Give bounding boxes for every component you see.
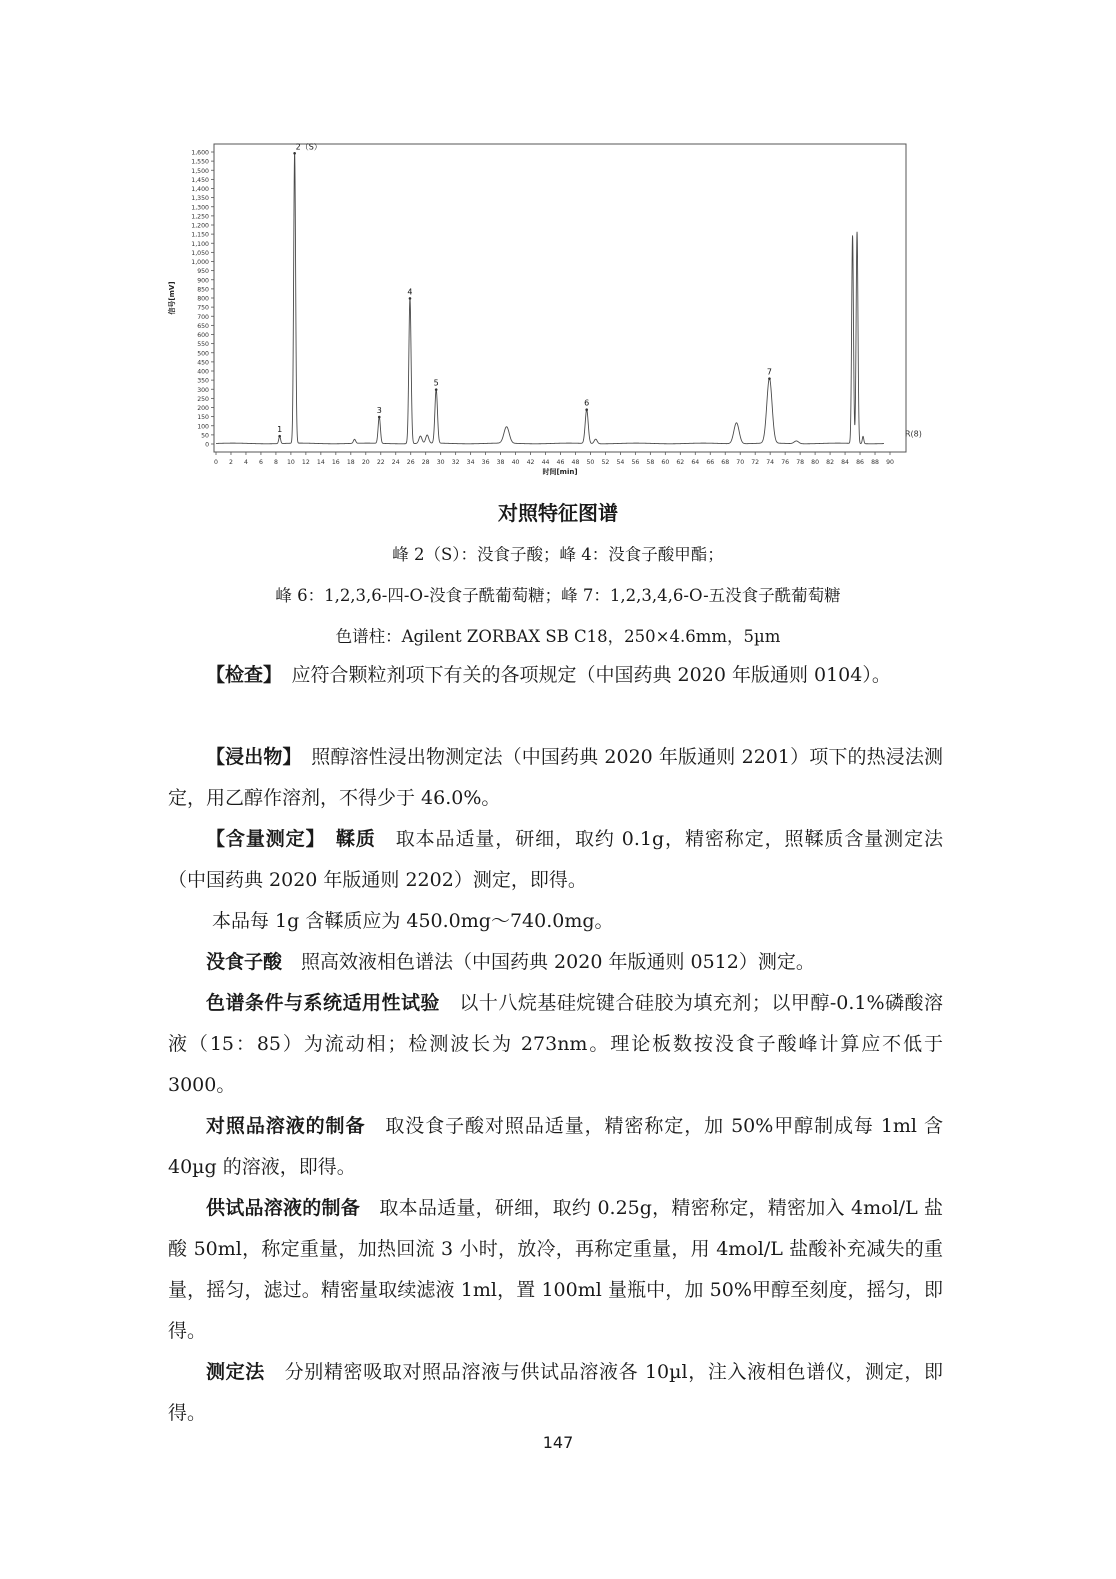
- x-tick-label: 58: [646, 459, 655, 466]
- x-tick-label: 50: [586, 459, 595, 466]
- x-tick-label: 76: [781, 459, 790, 466]
- x-tick-label: 46: [556, 459, 565, 466]
- x-tick-label: 42: [526, 459, 535, 466]
- plot-frame: [214, 144, 906, 452]
- figure-caption-line-2: 峰 6：1,2,3,6-四-O-没食子酰葡萄糖；峰 7：1,2,3,4,6-O-五没食子酰葡萄糖: [275, 586, 841, 605]
- x-tick-label: 72: [751, 459, 760, 466]
- y-tick-label: 100: [197, 423, 209, 431]
- chrom-conditions-paragraph: [168, 983, 943, 1106]
- y-tick-label: 1,250: [191, 213, 209, 221]
- x-tick-label: 6: [258, 459, 263, 466]
- x-tick-label: 40: [511, 459, 520, 466]
- y-tick-label: 350: [197, 377, 209, 385]
- y-tick-label: 1,300: [191, 204, 209, 212]
- y-tick-label: 1,450: [191, 176, 209, 184]
- peak-marker: [409, 297, 412, 300]
- chrom-conditions-heading: 色谱条件与系统适用性试验: [206, 992, 440, 1014]
- reference-solution-paragraph: [168, 1106, 943, 1188]
- x-tick-label: 48: [571, 459, 580, 466]
- y-tick-label: 750: [197, 304, 209, 312]
- x-tick-label: 70: [736, 459, 745, 466]
- x-tick-label: 8: [273, 459, 278, 466]
- x-tick-label: 16: [331, 459, 340, 466]
- y-tick-label: 1,150: [191, 231, 209, 239]
- y-tick-label: 950: [197, 268, 209, 276]
- x-tick-label: 28: [421, 459, 430, 466]
- peak-marker: [293, 152, 296, 155]
- peak-marker: [585, 408, 588, 411]
- x-tick-label: 80: [811, 459, 820, 466]
- x-tick-label: 30: [436, 459, 445, 466]
- peak-marker: [278, 435, 281, 438]
- peak-label: 3: [376, 405, 382, 415]
- y-tick-label: 900: [197, 277, 209, 285]
- x-tick-label: 82: [826, 459, 835, 466]
- x-tick-label: 56: [631, 459, 640, 466]
- extract-heading: 【浸出物】: [206, 746, 293, 768]
- y-tick-label: 1,550: [191, 158, 209, 166]
- figure-caption-line-1: 峰 2（S）：没食子酸；峰 4：没食子酸甲酯；: [392, 545, 724, 564]
- y-tick-label: 850: [197, 286, 209, 294]
- test-solution-paragraph: [168, 1188, 943, 1352]
- y-tick-label: 1,100: [191, 240, 209, 248]
- peak-label: 2（S）: [295, 142, 322, 152]
- series-label: R(8): [905, 429, 922, 439]
- peak-marker: [378, 416, 381, 419]
- method-paragraph: [168, 1352, 943, 1434]
- x-tick-label: 10: [286, 459, 295, 466]
- y-tick-label: 1,600: [191, 149, 209, 157]
- x-tick-label: 44: [541, 459, 550, 466]
- check-paragraph: [168, 655, 943, 696]
- x-tick-label: 20: [361, 459, 370, 466]
- x-tick-label: 68: [721, 459, 730, 466]
- check-heading: 【检查】: [206, 664, 273, 686]
- x-tick-label: 64: [691, 459, 700, 466]
- x-tick-label: 0: [214, 459, 218, 466]
- gallic-paragraph: [168, 942, 943, 983]
- y-tick-label: 150: [197, 414, 209, 422]
- y-tick-label: 1,050: [191, 249, 209, 257]
- x-tick-label: 26: [406, 459, 415, 466]
- x-tick-label: 66: [706, 459, 715, 466]
- test-solution-heading: 供试品溶液的制备: [206, 1197, 361, 1219]
- y-tick-label: 1,000: [191, 259, 209, 266]
- method-text: 分别精密吸取对照品溶液与供试品溶液各 10µl，注入液相色谱仪，测定，即得。: [168, 1361, 943, 1424]
- peak-label: 1: [277, 425, 283, 435]
- x-tick-label: 22: [376, 459, 385, 466]
- x-tick-label: 78: [796, 459, 805, 466]
- x-tick-label: 34: [466, 459, 475, 466]
- x-tick-label: 86: [856, 459, 864, 466]
- check-text: 应符合颗粒剂项下有关的各项规定（中国药典 2020 年版通则 0104）。: [272, 664, 891, 686]
- y-tick-label: 200: [197, 405, 209, 412]
- assay-subheading: 鞣质: [316, 828, 376, 850]
- y-tick-label: 550: [197, 341, 209, 349]
- x-tick-label: 88: [871, 459, 879, 466]
- reference-solution-heading: 对照品溶液的制备: [206, 1115, 366, 1137]
- assay-limit-paragraph: [212, 901, 943, 942]
- x-axis-label: 时间[min]: [542, 468, 578, 476]
- test-solution-text: 取本品适量，研细，取约 0.25g，精密称定，精密加入 4mol/L 盐酸 50ml，称定重量，加热回流 3 小时，放冷，再称定重量，用 4mol/L 盐酸补充减失的重量，摇匀，滤过。精密量取续滤液 1ml，置 100ml 量瓶中，加 50%甲醇至刻度，摇匀，即得。: [168, 1197, 943, 1342]
- y-tick-label: 800: [197, 295, 209, 303]
- y-axis-label: 信号[mV]: [168, 281, 176, 315]
- extract-text: 照醇溶性浸出物测定法（中国药典 2020 年版通则 2201）项下的热浸法测定，用乙醇作溶剂，不得少于 46.0%。: [168, 746, 943, 809]
- y-tick-label: 1,400: [191, 186, 209, 193]
- y-tick-label: 0: [205, 441, 209, 449]
- chromatogram-svg: [160, 132, 940, 482]
- peak-marker: [435, 388, 438, 391]
- x-tick-label: 84: [841, 459, 850, 466]
- gallic-heading: 没食子酸: [206, 951, 283, 973]
- x-tick-label: 2: [229, 459, 233, 466]
- y-tick-label: 50: [201, 432, 209, 440]
- x-tick-label: 90: [886, 459, 894, 466]
- figure-caption-line-3: 色谱柱：Agilent ZORBAX SB C18，250×4.6mm，5µm: [335, 627, 781, 646]
- figure-title: 对照特征图谱: [498, 501, 618, 525]
- y-tick-label: 450: [197, 359, 209, 367]
- y-tick-label: 650: [197, 322, 209, 330]
- method-heading: 测定法: [206, 1361, 265, 1383]
- y-tick-label: 1,500: [191, 167, 209, 175]
- y-tick-label: 600: [197, 332, 209, 339]
- peak-label: 5: [433, 378, 439, 388]
- x-tick-label: 18: [346, 459, 355, 466]
- y-tick-label: 300: [197, 386, 209, 394]
- chrom-conditions-text: 以十八烷基硅烷键合硅胶为填充剂；以甲醇-0.1%磷酸溶液（15：85）为流动相；检测波长为 273nm。理论板数按没食子酸峰计算应不低于 3000。: [168, 992, 943, 1096]
- peak-label: 6: [584, 398, 590, 408]
- peak-label: 7: [766, 367, 772, 377]
- y-tick-label: 500: [197, 350, 209, 358]
- x-tick-label: 60: [661, 459, 670, 466]
- x-tick-label: 38: [496, 459, 505, 466]
- x-tick-label: 12: [301, 459, 310, 466]
- peak-label: 4: [407, 287, 413, 297]
- assay-limit-text: 本品每 1g 含鞣质应为 450.0mg～740.0mg。: [212, 910, 614, 932]
- x-tick-label: 14: [316, 459, 325, 466]
- x-tick-label: 32: [451, 459, 460, 466]
- x-tick-label: 24: [391, 459, 400, 466]
- x-tick-label: 62: [676, 459, 685, 466]
- x-tick-label: 52: [601, 459, 610, 466]
- x-tick-label: 4: [243, 459, 248, 466]
- page-number: 147: [542, 1433, 574, 1452]
- peak-marker: [768, 377, 771, 380]
- chromatogram-trace: [216, 153, 884, 444]
- gallic-text: 照高效液相色谱法（中国药典 2020 年版通则 0512）测定。: [282, 951, 815, 973]
- x-tick-label: 36: [481, 459, 490, 466]
- y-tick-label: 400: [197, 368, 209, 376]
- y-tick-label: 1,200: [191, 222, 209, 230]
- y-tick-label: 700: [197, 313, 209, 321]
- x-tick-label: 54: [616, 459, 625, 466]
- assay-paragraph: [168, 819, 943, 901]
- assay-text: 取本品适量，研细，取约 0.1g，精密称定，照鞣质含量测定法（中国药典 2020 年版通则 2202）测定，即得。: [168, 828, 943, 891]
- chromatogram-chart: [160, 132, 940, 482]
- extract-paragraph: [168, 737, 943, 819]
- assay-heading: 【含量测定】: [206, 828, 317, 850]
- x-tick-label: 74: [766, 459, 775, 466]
- y-tick-label: 250: [197, 395, 209, 403]
- reference-solution-text: 取没食子酸对照品适量，精密称定，加 50%甲醇制成每 1ml 含 40µg 的溶液，即得。: [168, 1115, 943, 1178]
- y-tick-label: 1,350: [191, 195, 209, 203]
